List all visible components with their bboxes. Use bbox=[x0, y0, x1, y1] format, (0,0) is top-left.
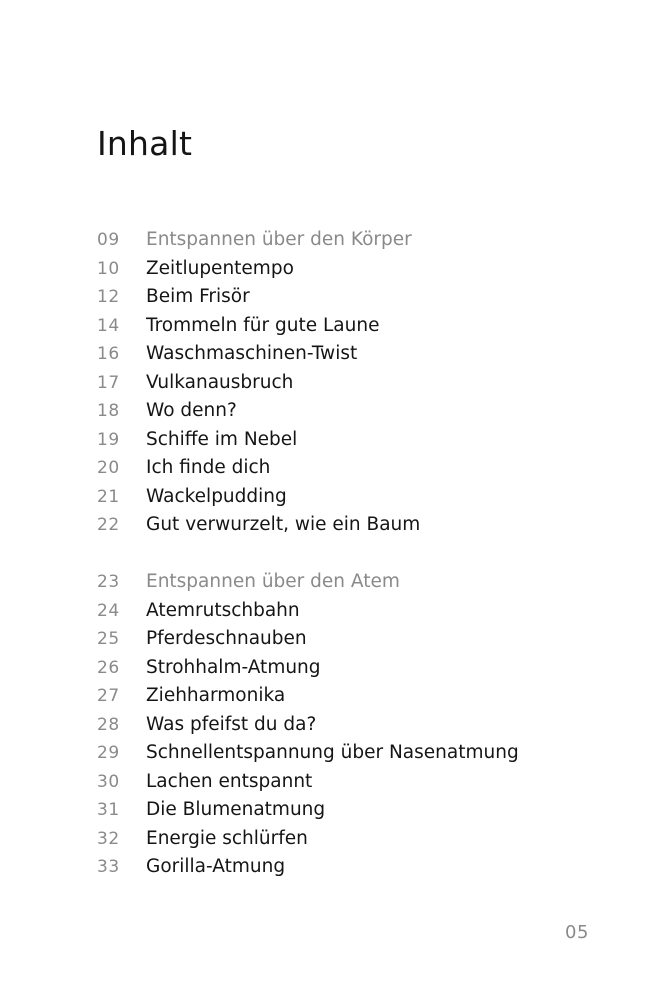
toc-page-number: 18 bbox=[97, 401, 120, 421]
toc-entry-title: Ich finde dich bbox=[146, 457, 271, 478]
toc-entry bbox=[97, 483, 519, 512]
toc-page-number: 29 bbox=[97, 743, 120, 763]
toc-entry-title: Schnellentspannung über Nasenatmung bbox=[146, 742, 519, 763]
toc-entry-title: Pferdeschnauben bbox=[146, 628, 307, 649]
toc-page-number: 16 bbox=[97, 344, 120, 364]
toc-entry-title: Energie schlürfen bbox=[146, 827, 308, 849]
toc-entry-title: Vulkanausbruch bbox=[146, 371, 294, 393]
toc-page-number: 26 bbox=[97, 657, 120, 678]
toc-entry-title: Waschmaschinen-Twist bbox=[146, 343, 358, 364]
toc-entry bbox=[97, 739, 519, 768]
toc-entry bbox=[97, 825, 519, 854]
toc-entry bbox=[97, 682, 519, 711]
toc-page-number: 24 bbox=[97, 600, 120, 621]
toc-entry bbox=[97, 768, 519, 797]
toc-page-number: 20 bbox=[97, 458, 120, 478]
toc-entry bbox=[97, 312, 519, 341]
toc-entry-title: Atemrutschbahn bbox=[146, 599, 300, 621]
toc-entry-title: Entspannen über den Atem bbox=[146, 571, 400, 592]
toc-entry bbox=[97, 397, 519, 426]
toc-entry-title: Ziehharmonika bbox=[146, 685, 286, 706]
toc-page-number: 32 bbox=[97, 828, 120, 849]
toc-page-number: 21 bbox=[97, 486, 120, 507]
toc-page-number: 09 bbox=[97, 230, 120, 250]
toc-page-number: 25 bbox=[97, 629, 120, 649]
toc-entry-title: Zeitlupentempo bbox=[146, 257, 294, 279]
toc-entry-title: Wo denn? bbox=[146, 400, 237, 421]
toc-entry bbox=[97, 853, 519, 882]
toc-entry bbox=[97, 454, 519, 483]
toc-entry bbox=[97, 369, 519, 398]
toc-entry bbox=[97, 255, 519, 284]
toc-entry-title: Lachen entspannt bbox=[146, 770, 313, 792]
toc-page-number: 33 bbox=[97, 857, 120, 877]
toc-entry-title: Gut verwurzelt, wie ein Baum bbox=[146, 514, 421, 535]
toc-section-heading bbox=[97, 568, 519, 597]
toc-entry bbox=[97, 625, 519, 654]
toc-entry-title: Was pfeifst du da? bbox=[146, 713, 317, 735]
toc-section bbox=[97, 226, 519, 540]
toc-page-number: 12 bbox=[97, 287, 120, 307]
table-of-contents bbox=[97, 226, 519, 882]
toc-entry-title: Trommeln für gute Laune bbox=[146, 314, 380, 336]
page-title: Inhalt bbox=[97, 124, 193, 163]
toc-page-number: 22 bbox=[97, 515, 120, 535]
toc-entry bbox=[97, 426, 519, 455]
toc-page-number: 30 bbox=[97, 771, 120, 792]
toc-section-heading bbox=[97, 226, 519, 255]
toc-entry-title: Gorilla-Atmung bbox=[146, 856, 286, 877]
toc-entry-title: Schiffe im Nebel bbox=[146, 428, 298, 450]
toc-entry-title: Entspannen über den Körper bbox=[146, 229, 412, 250]
page-number: 05 bbox=[565, 922, 589, 943]
toc-entry bbox=[97, 340, 519, 369]
toc-page-number: 28 bbox=[97, 714, 120, 735]
toc-page-number: 31 bbox=[97, 800, 120, 820]
toc-page-number: 23 bbox=[97, 572, 120, 592]
toc-entry bbox=[97, 597, 519, 626]
toc-entry bbox=[97, 283, 519, 312]
toc-entry-title: Beim Frisör bbox=[146, 286, 250, 307]
toc-page-number: 27 bbox=[97, 686, 120, 706]
toc-entry-title: Wackelpudding bbox=[146, 485, 287, 507]
toc-entry bbox=[97, 711, 519, 740]
toc-entry bbox=[97, 511, 519, 540]
toc-page-number: 19 bbox=[97, 429, 120, 450]
toc-entry bbox=[97, 654, 519, 683]
toc-section bbox=[97, 568, 519, 882]
toc-entry-title: Strohhalm-Atmung bbox=[146, 656, 321, 678]
toc-page-number: 14 bbox=[97, 315, 120, 336]
toc-page-number: 17 bbox=[97, 372, 120, 393]
toc-entry bbox=[97, 796, 519, 825]
toc-entry-title: Die Blumenatmung bbox=[146, 799, 326, 820]
toc-page-number: 10 bbox=[97, 258, 120, 279]
